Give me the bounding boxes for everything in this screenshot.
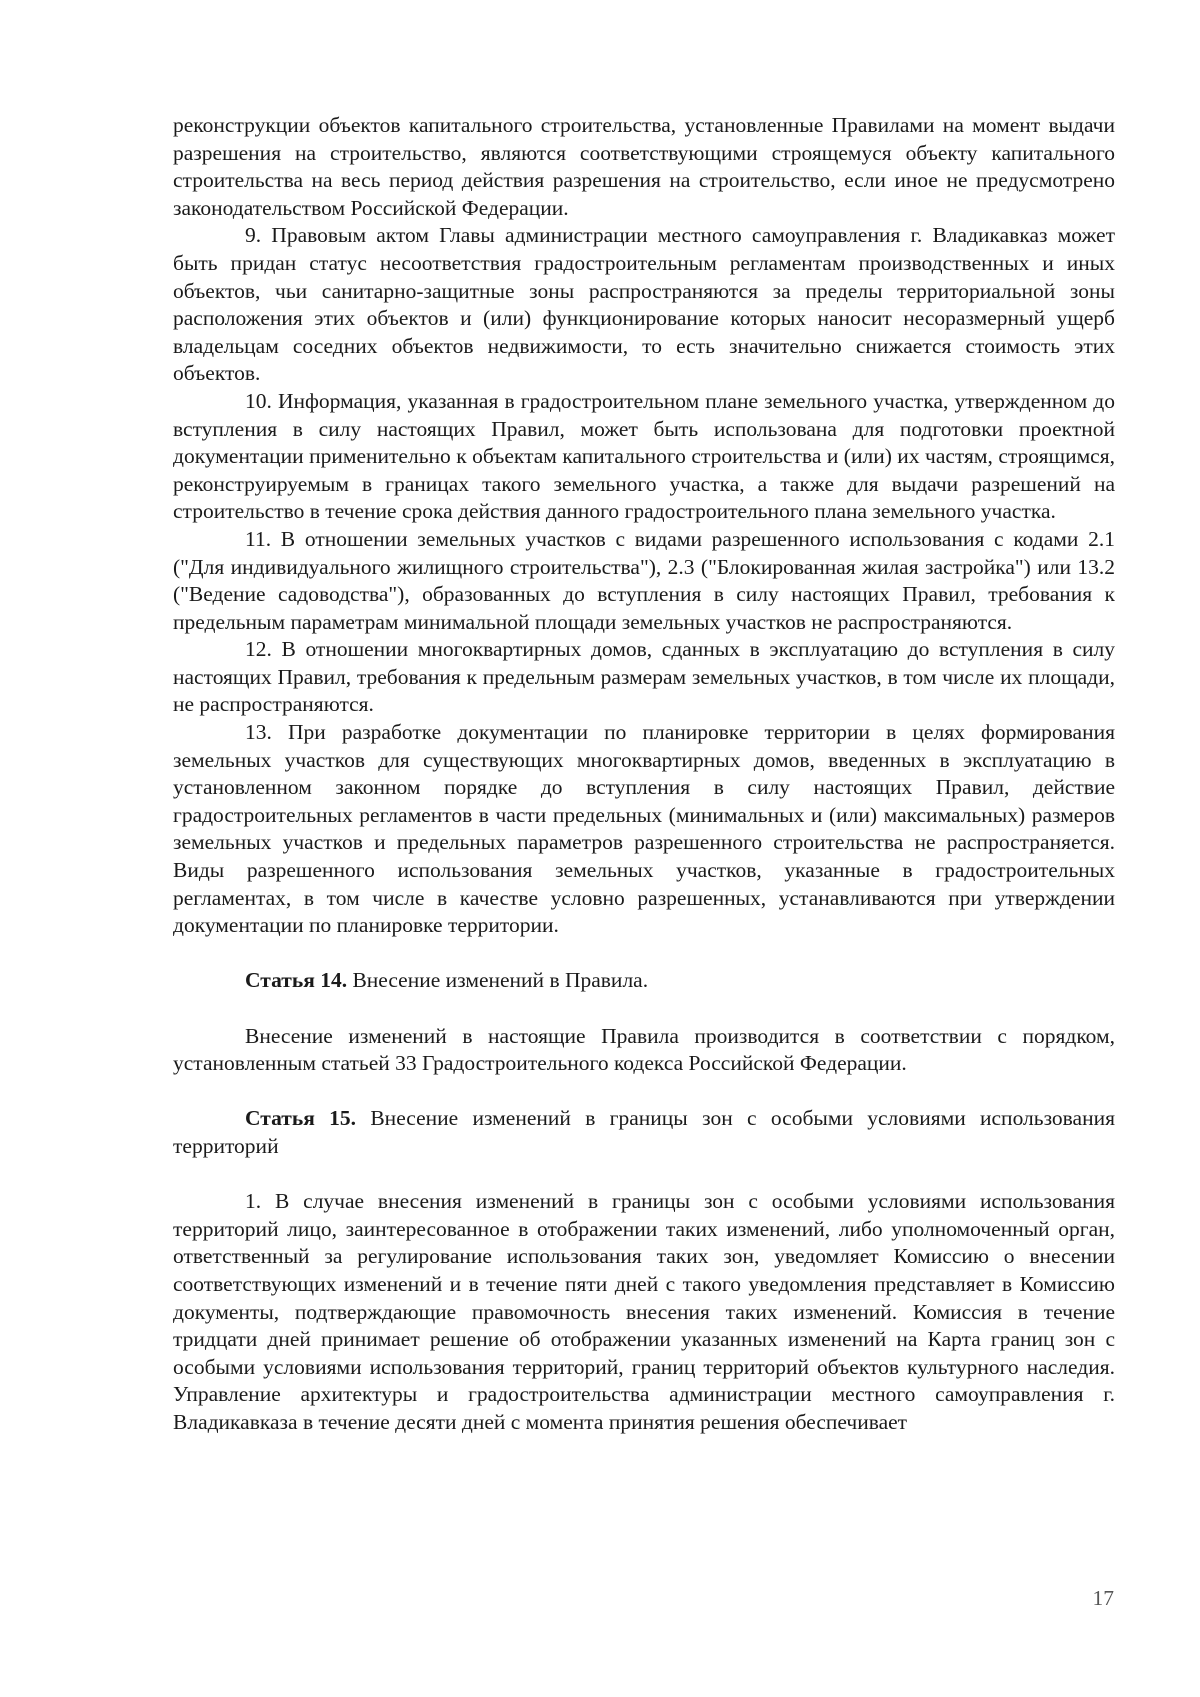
- document-page: [173, 112, 1115, 1437]
- paragraph-continuation: реконструкции объектов капитального строительства, установленные Правилами на момент выдачи разрешения на строительство, являются соответствующими строящемуся объекту капитального строительства на весь период действия разрешения на строительство, если иное не предусмотрено законодательством Российской Федерации.: [173, 113, 1115, 220]
- article-14-heading: [173, 967, 1115, 995]
- paragraph-item-9: 9. Правовым актом Главы администрации местного самоуправления г. Владикавказ может быть придан статус несоответствия градостроительным регламентам производственных и иных объектов, чьи санитарно-защитные зоны распространяются за пределы территориальной зоны расположения этих объектов и (или) функционирование которых наносит несоразмерный ущерб владельцам соседних объектов недвижимости, то есть значительно снижается стоимость этих объектов.: [173, 223, 1115, 386]
- article-15-heading: [173, 1105, 1115, 1160]
- article-15-body: 1. В случае внесения изменений в границы зон с особыми условиями использования территорий лицо, заинтересованное в отображении таких изменений, либо уполномоченный орган, ответственный за регулирование использования таких зон, уведомляет Комиссию о внесении соответствующих изменений и в течение пяти дней с такого уведомления представляет в Комиссию документы, подтверждающие правомочность внесения таких изменений. Комиссия в течение тридцати дней принимает решение об отображении указанных изменений на Карта границ зон с особыми условиями использования территорий, границ территорий объектов культурного наследия. Управление архитектуры и градостроительства администрации местного самоуправления г. Владикавказа в течение десяти дней с момента принятия решения обеспечивает: [173, 1189, 1115, 1434]
- article-14-body: Внесение изменений в настоящие Правила производится в соответствии с порядком, установленным статьей 33 Градостроительного кодекса Российской Федерации.: [173, 1023, 1115, 1076]
- paragraph-item-12: 12. В отношении многоквартирных домов, сданных в эксплуатацию до вступления в силу настоящих Правил, требования к предельным размерам земельных участков, в том числе их площади, не распространяются.: [173, 637, 1115, 717]
- paragraph-item-11: 11. В отношении земельных участков с видами разрешенного использования с кодами 2.1 ("Для индивидуального жилищного строительства"), 2.3 ("Блокированная жилая застройка") или 13.2 ("Ведение садоводства"), образованных до вступления в силу настоящих Правил, требования к предельным параметрам минимальной площади земельных участков не распространяются.: [173, 526, 1115, 634]
- article-15-label: Статья 15.: [245, 1106, 357, 1131]
- article-14-label: Статья 14.: [245, 968, 348, 993]
- paragraph-item-13: 13. При разработке документации по планировке территории в целях формирования земельных участков для существующих многоквартирных домов, введенных в эксплуатацию в установленном законном порядке до вступления в силу настоящих Правил, действие градостроительных регламентов в части предельных (минимальных и (или) максимальных) размеров земельных участков и предельных параметров разрешенного строительства не распространяется. Виды разрешенного использования земельных участков, указанные в градостроительных регламентах, в том числе в качестве условно разрешенных, устанавливаются при утверждении документации по планировке территории.: [173, 720, 1115, 938]
- article-14-title: Внесение изменений в Правила.: [352, 968, 649, 993]
- article-15-title: Внесение изменений в границы зон с особыми условиями использования территорий: [173, 1106, 1115, 1158]
- paragraph-item-10: 10. Информация, указанная в градостроительном плане земельного участка, утвержденном до вступления в силу настоящих Правил, может быть использована для подготовки проектной документации применительно к объектам капитального строительства и (или) их частям, строящимся, реконструируемым в границах такого земельного участка, а также для выдачи разрешений на строительство в течение срока действия данного градостроительного плана земельного участка.: [173, 388, 1115, 524]
- page-number: 17: [1092, 1586, 1114, 1610]
